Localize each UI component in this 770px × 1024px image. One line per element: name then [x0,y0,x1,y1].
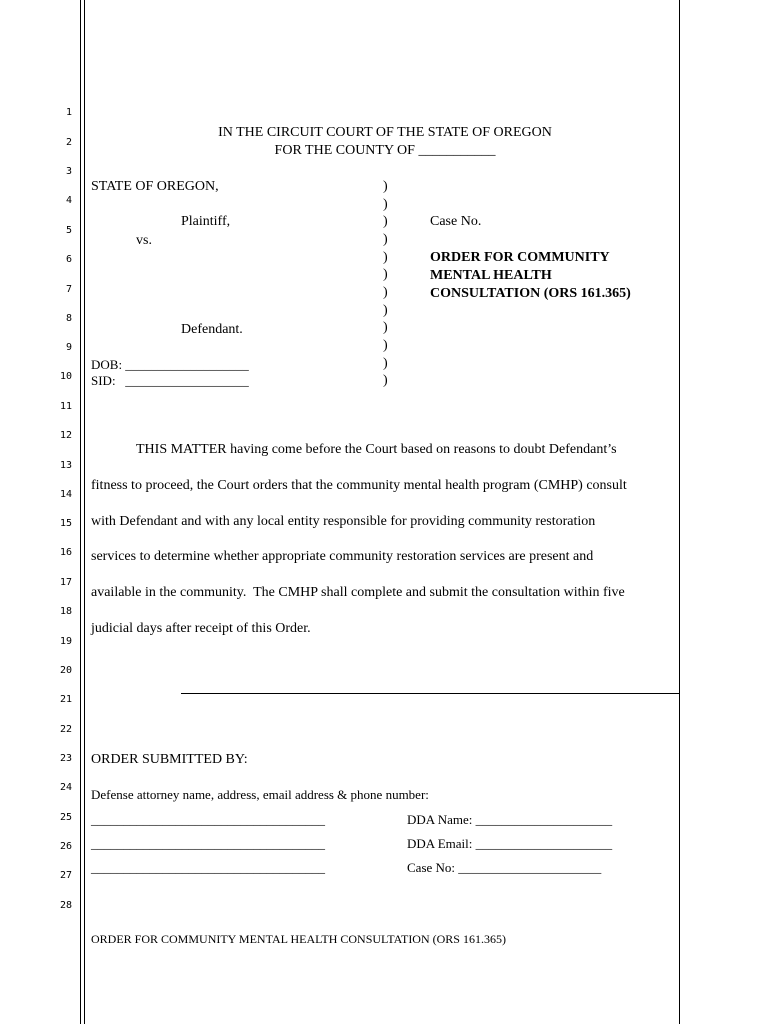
page-footer: ORDER FOR COMMUNITY MENTAL HEALTH CONSULTATION (ORS 161.365) [91,932,506,946]
line-number: 25 [59,812,72,823]
order-body-line: fitness to proceed, the Court orders that the community mental health program (CMHP) consult [91,478,627,493]
line-number: 2 [65,137,72,148]
plaintiff-label: Plaintiff, [181,214,231,229]
caption-paren: ) [383,320,388,335]
judge-signature-line[interactable] [181,693,679,694]
line-number: 8 [65,313,72,324]
line-number: 26 [59,841,72,852]
line-number: 15 [59,518,72,529]
line-number: 16 [59,547,72,558]
left-margin-rule-inner [84,0,85,1024]
line-number: 12 [59,430,72,441]
line-number: 1 [65,107,72,118]
document-title-line: ORDER FOR COMMUNITY [430,250,610,265]
right-margin-rule [679,0,680,1024]
line-number: 19 [59,636,72,647]
party-state: STATE OF OREGON, [91,179,219,194]
order-body-line: services to determine whether appropriate community restoration services are present and [91,549,594,564]
case-number-label: Case No. [430,214,482,229]
line-number: 21 [59,694,72,705]
line-number: 7 [65,284,72,295]
attorney-info-label: Defense attorney name, address, email address & phone number: [91,787,429,802]
line-number: 6 [65,254,72,265]
defendant-label: Defendant. [181,322,243,337]
line-number: 4 [65,195,72,206]
caption-paren: ) [383,338,388,353]
court-heading: IN THE CIRCUIT COURT OF THE STATE OF OREGON [218,125,552,140]
line-number: 11 [59,401,72,412]
attorney-blank-line[interactable]: ____________________________________ [91,860,325,875]
attorney-blank-line[interactable]: ____________________________________ [91,812,325,827]
order-body-line: THIS MATTER having come before the Court based on reasons to doubt Defendant’s [136,442,617,457]
submitted-by-heading: ORDER SUBMITTED BY: [91,752,248,767]
caption-paren: ) [383,303,388,318]
line-number: 20 [59,665,72,676]
caption-paren: ) [383,197,388,212]
caption-paren: ) [383,267,388,282]
line-number: 22 [59,724,72,735]
line-number: 27 [59,870,72,881]
line-number: 3 [65,166,72,177]
caption-paren: ) [383,250,388,265]
sid-field: SID: ___________________ [91,373,249,388]
dda-name-field[interactable]: DDA Name: _____________________ [407,812,613,827]
caption-paren: ) [383,214,388,229]
case-no-field[interactable]: Case No: ______________________ [407,860,602,875]
order-body-line: available in the community. The CMHP shall complete and submit the consultation within five [91,585,625,600]
order-body-line: with Defendant and with any local entity responsible for providing community restoration [91,514,596,529]
line-number: 28 [59,900,72,911]
caption-paren: ) [383,285,388,300]
caption-paren: ) [383,373,388,388]
document-title-line: CONSULTATION (ORS 161.365) [430,286,631,301]
document-title-line: MENTAL HEALTH [430,268,552,283]
line-number: 17 [59,577,72,588]
line-number: 10 [59,371,72,382]
line-number: 14 [59,489,72,500]
line-number: 24 [59,782,72,793]
order-body-line: judicial days after receipt of this Order. [91,621,311,636]
versus-label: vs. [136,233,152,248]
caption-paren: ) [383,232,388,247]
dda-email-field[interactable]: DDA Email: _____________________ [407,836,613,851]
line-number: 18 [59,606,72,617]
county-line: FOR THE COUNTY OF ___________ [274,143,496,158]
caption-paren: ) [383,179,388,194]
line-number: 13 [59,460,72,471]
attorney-blank-line[interactable]: ____________________________________ [91,836,325,851]
line-number: 9 [65,342,72,353]
line-number: 23 [59,753,72,764]
left-margin-rule-outer [80,0,81,1024]
line-number: 5 [65,225,72,236]
caption-paren: ) [383,356,388,371]
dob-field: DOB: ___________________ [91,357,249,372]
